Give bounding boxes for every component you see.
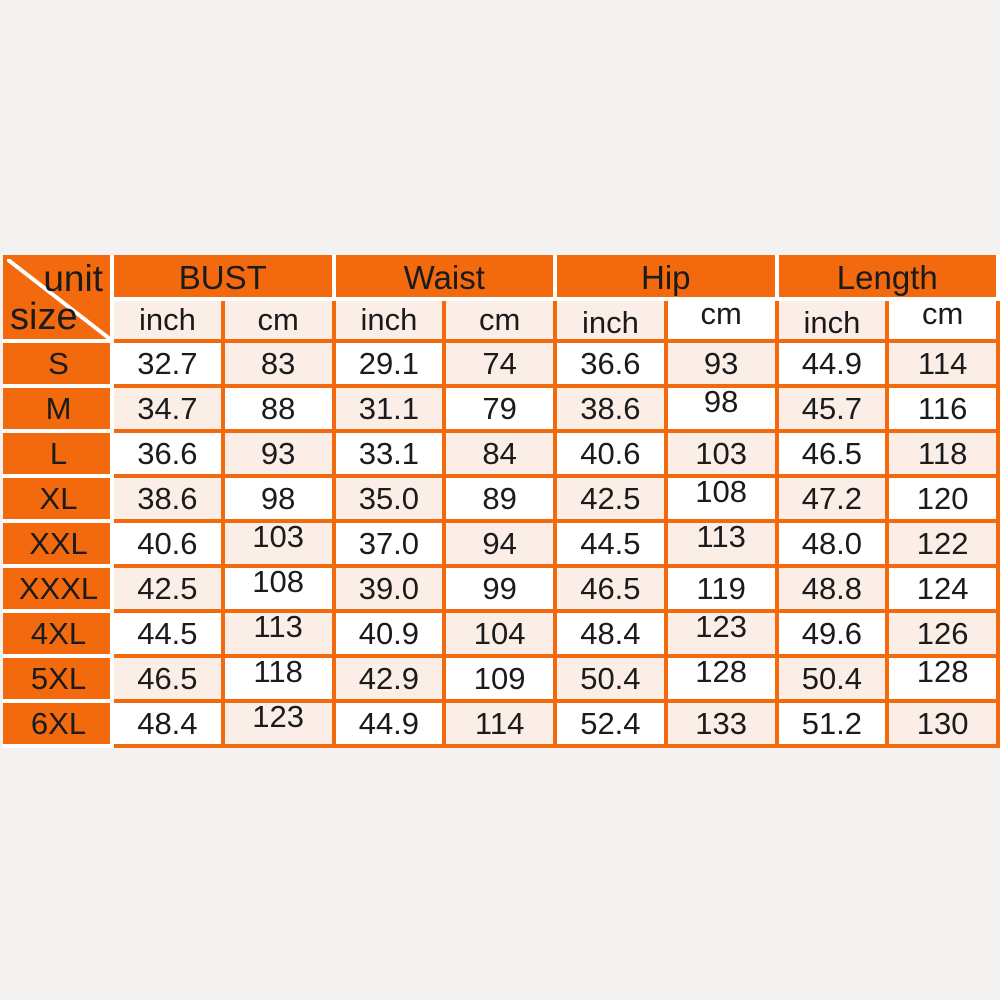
size-cell-M: M (5, 386, 112, 431)
table-row-XXL (5, 521, 998, 566)
unit-header-length-cm: cm (887, 299, 998, 341)
data-cell: 34.7 (112, 386, 223, 431)
data-cell: 36.6 (555, 341, 666, 386)
data-cell: 46.5 (777, 431, 888, 476)
data-cell: 52.4 (555, 701, 666, 746)
data-cell: 37.0 (334, 521, 445, 566)
data-cell: 118 (223, 656, 334, 701)
data-cell: 48.0 (777, 521, 888, 566)
data-cell: 44.5 (112, 611, 223, 656)
size-cell-XXL: XXL (5, 521, 112, 566)
data-cell: 36.6 (112, 431, 223, 476)
data-cell: 94 (444, 521, 555, 566)
data-cell: 128 (666, 656, 777, 701)
column-group-bust: BUST (112, 257, 334, 299)
column-group-waist: Waist (334, 257, 556, 299)
data-cell: 98 (223, 476, 334, 521)
data-cell: 83 (223, 341, 334, 386)
data-cell: 109 (444, 656, 555, 701)
data-cell: 46.5 (555, 566, 666, 611)
data-cell: 93 (666, 341, 777, 386)
unit-header-row (5, 299, 998, 341)
size-label: size (10, 296, 78, 338)
data-cell: 40.6 (555, 431, 666, 476)
data-cell: 47.2 (777, 476, 888, 521)
data-cell: 113 (666, 521, 777, 566)
size-cell-5XL: 5XL (5, 656, 112, 701)
data-cell: 133 (666, 701, 777, 746)
data-cell: 98 (666, 386, 777, 431)
data-cell: 39.0 (334, 566, 445, 611)
data-cell: 48.4 (112, 701, 223, 746)
data-cell: 103 (223, 521, 334, 566)
size-cell-4XL: 4XL (5, 611, 112, 656)
data-cell: 44.9 (334, 701, 445, 746)
unit-label: unit (43, 258, 103, 299)
data-cell: 130 (887, 701, 998, 746)
data-cell: 44.5 (555, 521, 666, 566)
data-cell: 50.4 (777, 656, 888, 701)
table-row-S (5, 341, 998, 386)
size-cell-XXXL: XXXL (5, 566, 112, 611)
data-cell: 93 (223, 431, 334, 476)
unit-size-corner-cell (5, 257, 112, 341)
data-cell: 38.6 (555, 386, 666, 431)
size-chart-table (3, 255, 1000, 748)
data-cell: 123 (666, 611, 777, 656)
data-cell: 122 (887, 521, 998, 566)
data-cell: 108 (223, 566, 334, 611)
data-cell: 103 (666, 431, 777, 476)
group-header-row (5, 257, 998, 299)
data-cell: 48.8 (777, 566, 888, 611)
data-cell: 89 (444, 476, 555, 521)
table-row-6XL (5, 701, 998, 746)
data-cell: 35.0 (334, 476, 445, 521)
data-cell: 126 (887, 611, 998, 656)
table-row-XXXL (5, 566, 998, 611)
data-cell: 124 (887, 566, 998, 611)
data-cell: 99 (444, 566, 555, 611)
table-row-XL (5, 476, 998, 521)
unit-header-hip-inch: inch (555, 299, 666, 341)
data-cell: 44.9 (777, 341, 888, 386)
data-cell: 128 (887, 656, 998, 701)
unit-header-waist-cm: cm (444, 299, 555, 341)
data-cell: 32.7 (112, 341, 223, 386)
data-cell: 29.1 (334, 341, 445, 386)
data-cell: 113 (223, 611, 334, 656)
table-row-L (5, 431, 998, 476)
data-cell: 120 (887, 476, 998, 521)
data-cell: 31.1 (334, 386, 445, 431)
unit-header-hip-cm: cm (666, 299, 777, 341)
data-cell: 42.9 (334, 656, 445, 701)
data-cell: 108 (666, 476, 777, 521)
size-cell-S: S (5, 341, 112, 386)
size-chart (3, 255, 1000, 748)
data-cell: 114 (887, 341, 998, 386)
data-cell: 79 (444, 386, 555, 431)
size-cell-L: L (5, 431, 112, 476)
data-cell: 84 (444, 431, 555, 476)
data-cell: 42.5 (112, 566, 223, 611)
data-cell: 104 (444, 611, 555, 656)
data-cell: 40.6 (112, 521, 223, 566)
data-cell: 33.1 (334, 431, 445, 476)
unit-header-waist-inch: inch (334, 299, 445, 341)
data-cell: 114 (444, 701, 555, 746)
data-cell: 118 (887, 431, 998, 476)
data-cell: 42.5 (555, 476, 666, 521)
size-cell-6XL: 6XL (5, 701, 112, 746)
data-cell: 51.2 (777, 701, 888, 746)
unit-header-bust-cm: cm (223, 299, 334, 341)
data-cell: 123 (223, 701, 334, 746)
table-row-M (5, 386, 998, 431)
data-cell: 40.9 (334, 611, 445, 656)
column-group-length: Length (777, 257, 999, 299)
size-cell-XL: XL (5, 476, 112, 521)
data-cell: 45.7 (777, 386, 888, 431)
unit-header-bust-inch: inch (112, 299, 223, 341)
data-cell: 38.6 (112, 476, 223, 521)
data-cell: 88 (223, 386, 334, 431)
data-cell: 48.4 (555, 611, 666, 656)
table-body (5, 341, 998, 746)
data-cell: 49.6 (777, 611, 888, 656)
data-cell: 74 (444, 341, 555, 386)
unit-header-length-inch: inch (777, 299, 888, 341)
table-row-4XL (5, 611, 998, 656)
column-group-hip: Hip (555, 257, 777, 299)
data-cell: 46.5 (112, 656, 223, 701)
data-cell: 50.4 (555, 656, 666, 701)
table-row-5XL (5, 656, 998, 701)
data-cell: 116 (887, 386, 998, 431)
data-cell: 119 (666, 566, 777, 611)
